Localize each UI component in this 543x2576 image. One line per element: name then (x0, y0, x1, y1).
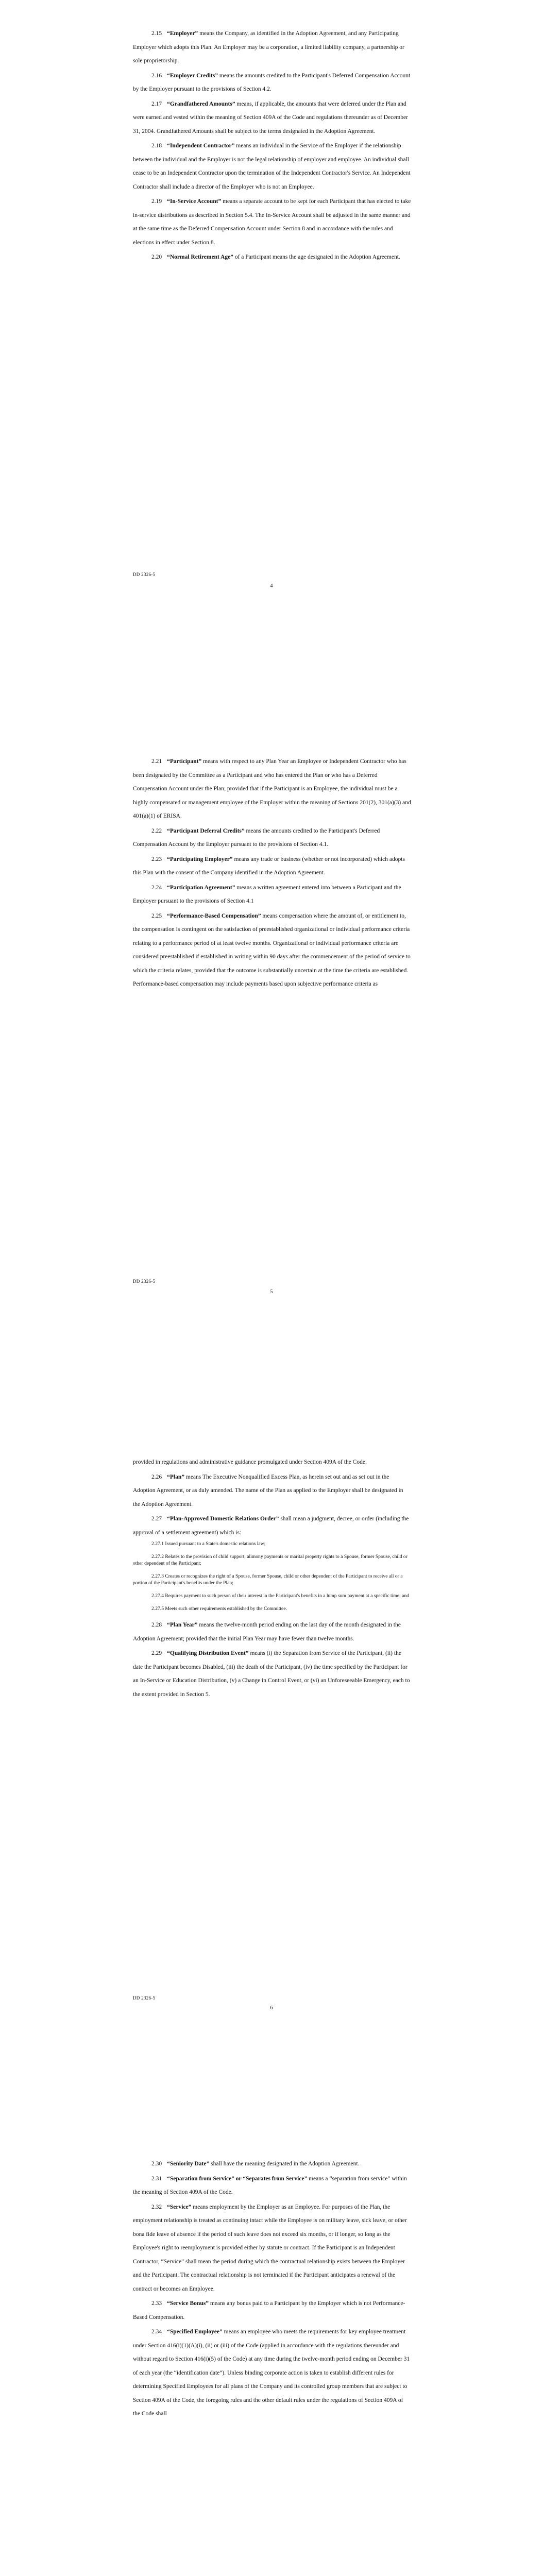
page-body (133, 2157, 411, 2422)
section-2-33: 2.33 “Service Bonus” means any bonus paid to a Participant by the Employer which is not Performance-Based Compensation. (133, 2300, 405, 2320)
section-2-27: 2.27 “Plan-Approved Domestic Relations Order” shall mean a judgment, decree, or order (including the approval of a settlement agreement) which is: (133, 1516, 409, 1536)
continued-text: provided in regulations and administrative guidance promulgated under Section 409A of the Code. (133, 1459, 367, 1465)
subsection-2-27-1: 2.27.1 Issued pursuant to a State's domestic relations law; (151, 1541, 266, 1547)
section-2-30: 2.30 “Seniority Date” shall have the meaning designated in the Adoption Agreement. (151, 2161, 360, 2167)
page-number: 6 (270, 2005, 273, 2011)
section-2-32: 2.32 “Service” means employment by the Employer as an Employee. For purposes of the Plan, the employment relationship is treated as continuing intact while the Employee is on military leave, sick leave, or other bona fide leave of absence if the period of such leave does not exceed six months, or if longer, so long as the Employee's right to reemployment is provided either by statute or contract. If the Participant is an Independent Contractor, “Service” shall mean the period during which the contractual relationship exists between the Employer and the Participant. The contractual relationship is not terminated if the Participant anticipates a renewal of the contract or becomes an Employee. (133, 2204, 407, 2292)
section-2-28: 2.28 “Plan Year” means the twelve-month period ending on the last day of the month designated in the Adoption Agreement; provided that the initial Plan Year may have fewer than twelve months. (133, 1622, 401, 1642)
section-2-20: 2.20 “Normal Retirement Age” of a Participant means the age designated in the Adoption Agreement. (151, 254, 400, 260)
section-2-34: 2.34 “Specified Employee” means an employee who meets the requirements for key employee treatment under Section 416(i)(1)(A)(i), (ii) or (iii) of the Code (applied in accordance with the regulations thereunder and without regard to Section 416(i)(5) of the Code) at any time during the twelve-month period ending on December 31 of each year (the “identification date”). Unless binding corporate action is taken to establish different rules for determining Specified Employees for all plans of the Company and its controlled group members that are subject to Section 409A of the Code, the foregoing rules and the other default rules under the regulations of Section 409A of the Code shall (133, 2329, 410, 2417)
document-code: DD 2326-5 (133, 572, 156, 577)
section-2-31: 2.31 “Separation from Service” or “Separates from Service” means a “separation from service” within the meaning of Section 409A of the Code. (133, 2175, 407, 2195)
document-code: DD 2326-5 (133, 1279, 156, 1284)
subsection-2-27-2: 2.27.2 Relates to the provision of child support, alimony payments or marital property rights to a Spouse, former Spouse, child or other dependent of the Participant; (133, 1554, 408, 1566)
subsection-2-27-4: 2.27.4 Requires payment to such person of their interest in the Participant's benefits in a lump sum payment at a specific time; and (151, 1593, 409, 1599)
section-2-21: 2.21 “Participant” means with respect to any Plan Year an Employee or Independent Contractor who has been designated by the Committee as a Participant and who has entered the Plan or who has a Deferred Compensation Account under the Plan; provided that if the Participant is an Employee, the individual must be a highly compensated or management employee of the Employer within the meaning of Sections 201(2), 301(a)(3) and 401(a)(1) of ERISA. (133, 758, 411, 819)
page-number: 5 (270, 1289, 273, 1295)
section-2-18: 2.18 “Independent Contractor” means an individual in the Service of the Employer if the relationship between the individual and the Employer is not the legal relationship of employer and employee. An individual shall cease to be an Independent Contractor upon the termination of the Independent Contractor's Service. An Independent Contractor shall include a director of the Employer who is not an Employee. (133, 143, 411, 190)
subsection-2-27-5: 2.27.5 Meets such other requirements established by the Committee. (151, 1606, 287, 1612)
page-4 (0, 0, 543, 703)
section-2-24: 2.24 “Participation Agreement” means a written agreement entered into between a Participant and the Employer pursuant to the provisions of Section 4.1 (133, 884, 401, 904)
section-2-25: 2.25 “Performance-Based Compensation” means compensation where the amount of, or entitlement to, the compensation is contingent on the satisfaction of preestablished organizational or individual performance criteria relating to a performance period of at least twelve months. Organizational or individual performance criteria are considered preestablished if established in writing within 90 days after the commencement of the period of service to which the criteria relates, provided that the outcome is substantially uncertain at the time the criteria are established. Performance-based compensation may include payments based upon subjective performance criteria as (133, 912, 411, 987)
subsection-2-27-3: 2.27.3 Creates or recognizes the right of a Spouse, former Spouse, child or other dependent of the Participant to receive all or a portion of the Participant's benefits under the Plan; (133, 1573, 403, 1586)
section-2-29: 2.29 “Qualifying Distribution Event” means (i) the Separation from Service of the Participant, (ii) the date the Participant becomes Disabled, (iii) the death of the Participant, (iv) the time specified by the Participant for an In-Service or Education Distribution, (v) a Change in Control Event, or (vi) an Unforeseeable Emergency, each to the extent provided in Section 5. (133, 1650, 410, 1698)
page-body (133, 755, 411, 992)
section-2-23: 2.23 “Participating Employer” means any trade or business (whether or not incorporated) which adopts this Plan with the consent of the Company identified in the Adoption Agreement. (133, 856, 405, 876)
page-body (133, 27, 411, 265)
section-2-22: 2.22 “Participant Deferral Credits” means the amounts credited to the Participant's Deferred Compensation Account by the Employer pursuant to the provisions of Section 4.1. (133, 827, 380, 848)
page-6 (0, 1406, 543, 2110)
page-number: 4 (270, 583, 273, 589)
section-2-16: 2.16 “Employer Credits” means the amounts credited to the Participant's Deferred Compensation Account by the Employer pursuant to the provisions of Section 4.2. (133, 72, 411, 92)
section-2-19: 2.19 “In-Service Account” means a separate account to be kept for each Participant that has elected to take in-service distributions as described in Section 5.4. The In-Service Account shall be adjusted in the same manner and at the same time as the Deferred Compensation Account under Section 8 and in accordance with the rules and elections in effect under Section 8. (133, 198, 411, 246)
section-2-15: 2.15 “Employer” means the Company, as identified in the Adoption Agreement, and any Participating Employer which adopts this Plan. An Employer may be a corporation, a limited liability company, a partnership or sole proprietorship. (133, 30, 404, 64)
page-7 (0, 2110, 543, 2576)
section-2-17: 2.17 “Grandfathered Amounts” means, if applicable, the amounts that were deferred under the Plan and were earned and vested within the meaning of Section 409A of the Code and regulations thereunder as of December 31, 2004. Grandfathered Amounts shall be subject to the terms designated in the Adoption Agreement. (133, 100, 408, 134)
section-2-26: 2.26 “Plan” means The Executive Nonqualified Excess Plan, as herein set out and as set out in the Adoption Agreement, or as duly amended. The name of the Plan as applied to the Employer shall be designated in the Adoption Agreement. (133, 1473, 403, 1507)
page-5 (0, 703, 543, 1406)
page-body (133, 1455, 411, 1702)
document-code: DD 2326-5 (133, 1995, 156, 2001)
